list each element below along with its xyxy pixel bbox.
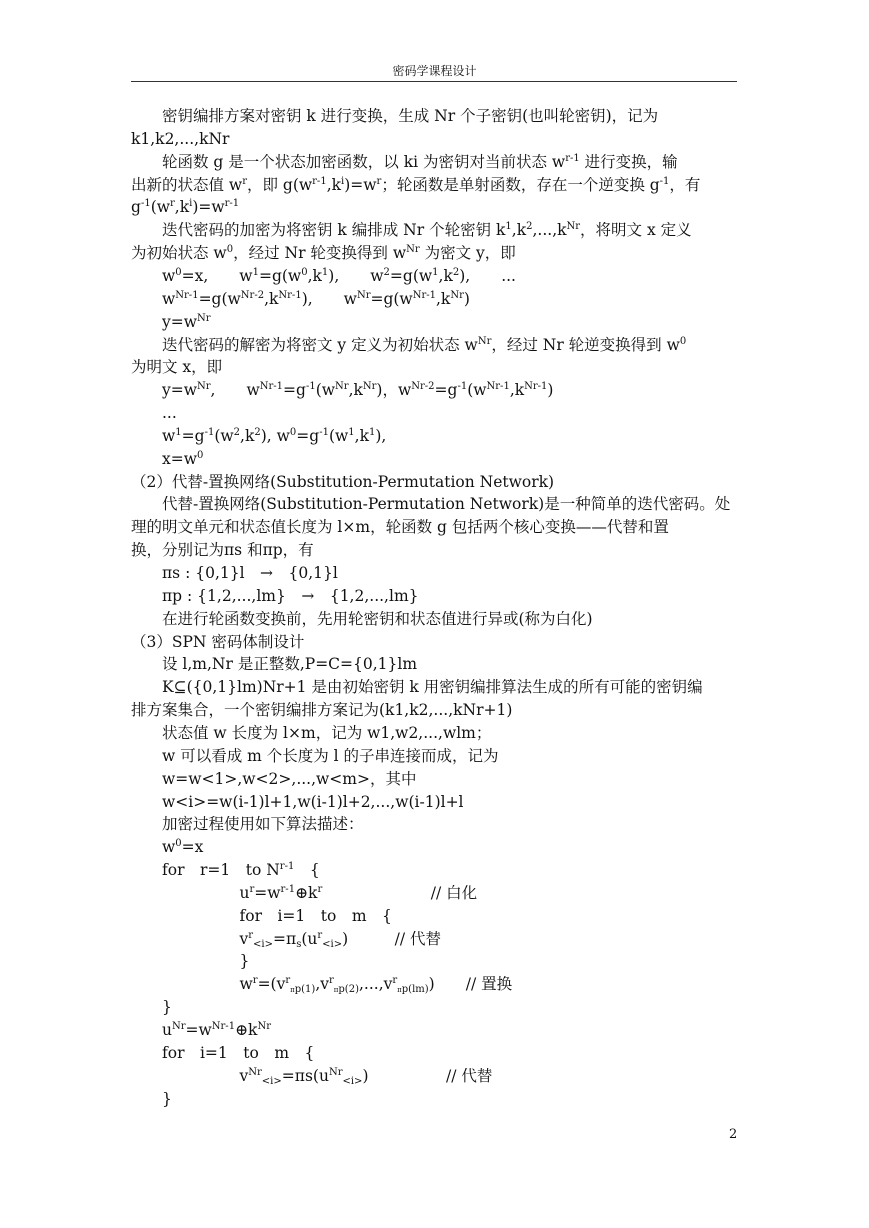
text-line: for i=1 to m { — [131, 906, 392, 925]
text-line: $y=w^{Nr}$, $w^{Nr-1}=g^{-1}(w^{Nr},k^{Nr})$，$w^{Nr-2}=g^{-1}(w^{Nr-1},k^{Nr-1})$ — [131, 381, 554, 400]
text-line: πp : {1,2,...,lm} → {1,2,...,lm} — [131, 586, 419, 605]
header-rule — [131, 81, 737, 82]
text-line: 排方案集合，一个密钥编排方案记为(k1,k2,...,kNr+1) — [131, 701, 513, 720]
text-line: } — [131, 952, 250, 971]
text-line: ... — [131, 404, 177, 423]
text-line: 换，分别记为πs 和πp，有 — [131, 541, 314, 560]
text-line: 密钥编排方案对密钥 k 进行变换，生成 Nr 个子密钥(也叫轮密钥)，记为 — [131, 107, 659, 125]
text-line: $y=w^{Nr}$ — [131, 312, 211, 331]
text-line: 在进行轮函数变换前，先用轮密钥和状态值进行异或(称为白化) — [131, 609, 593, 628]
text-line: πs : {0,1}l → {0,1}l — [131, 564, 338, 582]
text-line: 迭代密码的加密为将密钥 k 编排成 Nr 个轮密钥 $k^1,k^2,...,k^{Nr}$，将明文 x 定义 — [131, 221, 692, 240]
text-line: 轮函数 g 是一个状态加密函数，以 ki 为密钥对当前状态 $w^{r-1}$ 进行变换，输 — [131, 152, 678, 171]
text-line: } — [131, 998, 172, 1017]
text-line: k1,k2,...,kNr — [131, 129, 230, 148]
text-line: w=w<1>,w<2>,...,w<m>，其中 — [131, 769, 417, 788]
text-line: 出新的状态值 $w^r$，即 $g(w^{r-1},k^i)=w^r$；轮函数是单射函数，存在一个逆变换 $g^{-1}$，有 — [131, 175, 701, 194]
text-line: $x=w^0$ — [131, 449, 204, 468]
text-line: 理的明文单元和状态值长度为 l×m，轮函数 g 包括两个核心变换——代替和置 — [131, 518, 669, 537]
text-line: 设 l,m,Nr 是正整数,P=C={0,1}lm — [131, 655, 418, 674]
text-line: for r=1 to $N^{r-1}$ { — [131, 861, 320, 880]
text-line: $w^r=(v^r\pi_{p(1)},v^r\pi_{p(2)},...,v^r\pi_{p(lm)})$ // 置换 — [131, 975, 513, 996]
text-line: K⊆({0,1}lm)Nr+1 是由初始密钥 k 用密钥编排算法生成的所有可能的密钥编 — [131, 678, 703, 697]
page-number: 2 — [729, 1127, 738, 1142]
text-line: $u^{Nr}=w^{Nr-1}\oplus k^{Nr}$ — [131, 1021, 271, 1039]
text-line: 迭代密码的解密为将密文 y 定义为初始状态 $w^{Nr}$，经过 Nr 轮逆变换得到 $w^0$ — [131, 335, 687, 354]
text-line: $w^0=x$, $w^1=g(w^0,k^1)$, $w^2=g(w^1,k^2)$, ... — [131, 266, 516, 285]
text-line: } — [131, 1089, 172, 1108]
text-line: w<i>=w(i-1)l+1,w(i-1)l+2,...,w(i-1)l+l — [131, 792, 464, 811]
text-line: （3）SPN 密码体制设计 — [131, 632, 305, 651]
text-line: $v^{Nr}_{<i>}=\pi s(u^{Nr}_{<i>})$ // 代替 — [131, 1066, 493, 1087]
text-line: $w^{Nr-1}=g(w^{Nr-2},k^{Nr-1})$, $w^{Nr}=g(w^{Nr-1},k^{Nr})$ — [131, 289, 470, 308]
text-line: $g^{-1}(w^r,k^i)=w^{r-1}$ — [131, 198, 240, 217]
text-line: 为明文 x，即 — [131, 358, 223, 377]
text-line: 代替-置换网络(Substitution-Permutation Network)是一种简单的迭代密码。处 — [131, 495, 731, 514]
text-line: 加密过程使用如下算法描述： — [131, 815, 364, 834]
text-line: （2）代替-置换网络(Substitution-Permutation Network) — [131, 472, 555, 491]
page-header: 密码学课程设计 — [392, 64, 477, 78]
text-line: $v^r_{<i>}=\pi_s(u^r_{<i>})$ // 代替 — [131, 929, 442, 950]
text-line: $u^r=w^{r-1}\oplus k^r$ // 白化 — [131, 883, 478, 902]
text-line: $w^1=g^{-1}(w^2,k^2)$, $w^0=g^{-1}(w^1,k^1)$, — [131, 426, 387, 445]
text-line: 状态值 w 长度为 l×m，记为 w1,w2,...,wlm； — [131, 723, 492, 742]
text-line: $w^0=x$ — [131, 838, 204, 857]
text-line: 为初始状态 $w^0$，经过 Nr 轮变换得到 $w^{Nr}$ 为密文 y，即 — [131, 244, 516, 263]
text-line: for i=1 to m { — [131, 1043, 315, 1062]
text-line: w 可以看成 m 个长度为 l 的子串连接而成，记为 — [131, 746, 499, 765]
